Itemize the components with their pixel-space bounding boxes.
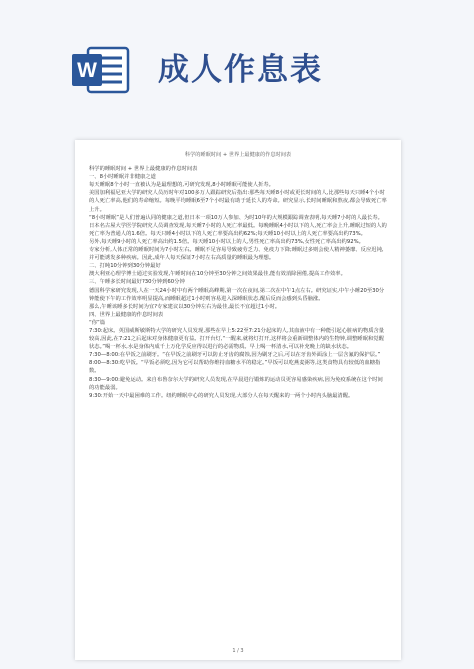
document-paragraph: 美国加利福尼亚大学的研究人员历时年对100多万人跟踪研究后指出:那些每天睡8小时或更长时间的人,比那些每天只睡4个小时的人死亡率高,他们的寿命缩短。每晚平均睡眠6至7个小时最有助于延长人的寿命。研究显示,长时间睡眠和熬夜,都会导致死亡率上升。	[89, 190, 387, 213]
document-paragraph: 专家分析,人体正常的睡眠时间为7小时左右。睡眠不足容易导致疲劳乏力、免疫力下降;睡眠过多则会使人精神萎靡、反应迟钝,并可能诱发多种疾病。因此,成年人每天保证7小时左右高质量的睡眠最为理想。	[89, 247, 384, 262]
document-paragraph: 9:30:开始一天中最困难的工作。纽约睡眠中心的研究人员发现,大部分人在每天醒来的一两个小时内头脑最清醒。	[89, 392, 354, 399]
document-paragraph: 二、打盹10分钟到30分钟最好	[89, 263, 161, 270]
document-paragraph: 7:30:起床。英国威斯敏斯特大学的研究人员发现,那些在早上5:22至7:21分起床的人,其血液中有一种能引起心脏病的物质含量较高,因此,在7:21之后起床对身体健康更有益。打开台灯,“一醒来,就将灯打开,这样将会重新调整体内的生物钟,调整睡眠和觉醒状态。”喝一杯水,水是身体内成千上万化学反应得以进行的必需物质。早上喝一杯清水,可以补充晚上的缺水状态。	[89, 327, 385, 351]
page-number: 1 / 3	[232, 648, 244, 654]
document-paragraph: “你”篇	[89, 319, 106, 326]
document-paragraph: 澳大利亚心理学博士通过实验发现,午睡时间在10分钟至30分钟之间效果最佳,能有效消除困倦,提高工作效率。	[89, 271, 346, 278]
document-paragraph: “8小时睡眠”是人们普遍认同的健康之道,但日本一项10万人参加、为时10年的大规模跟踪调查表明,每天睡7小时的人最长寿。日本名古屋大学医学院研究人员调查发现,每天睡7小时的人死亡率最低。每晚睡眠4小时以下的人,死亡率会上升,睡眠过短的人的死亡率为普通人的1.6倍。每天只睡4小时以下的人死亡率要高出约62%;每天睡10小时以上的人死亡率要高出约73%。	[89, 214, 387, 237]
svg-text:W: W	[77, 59, 97, 82]
document-paragraph: 8:30—9:00:避免运动。来自布鲁奈尔大学的研究人员发现,在早晨进行锻炼的运动员更容易感染疾病,因为免疫系统在这个时间的功能最弱。	[89, 376, 383, 391]
page-title: 成人作息表	[158, 52, 323, 88]
document-paragraph: 一、8小时睡眠并非健康之道	[89, 174, 156, 181]
document-paragraph: 那么,午睡该睡多长时间为宜?专家建议以30分钟左右为最佳,最长不宜超过1小时。	[89, 303, 281, 310]
document-paragraph: 7:30—8:00:在早饭之前刷牙。“在早饭之前刷牙可以防止牙齿的腐蚀,因为刷牙之后,可以在牙齿外面涂上一层含氟的保护层。”	[89, 352, 381, 359]
running-head: 科学的睡眠时间 + 世界上最健康的作息时间表	[184, 152, 292, 158]
document-page	[75, 140, 401, 660]
document-paragraph: 8:00—8:30:吃早饭。“早饭必须吃,因为它可以帮助你维持血糖水平的稳定。”早饭可以吃燕麦粥等,这类食物具有较低的血糖指数。	[89, 360, 381, 375]
document-paragraph: 每天睡眠8个小时一直被认为是最理想的,可研究发现,8小时睡眠可能使人折寿。	[89, 182, 274, 189]
document-body	[89, 165, 387, 400]
document-paragraph: 科学的睡眠时间 + 世界上最健康的作息时间表	[89, 166, 198, 173]
document-paragraph: 德国科学家研究发现,人在一天24小时中有两个睡眠高峰期,第一次在夜间,第二次在中午1点左右。研究证实,中午小睡20至30分钟能使下午的工作效率明显提高,而睡眠超过1小时则容易进入深睡眠状态,醒后反而会感到头昏脑涨。	[89, 287, 385, 302]
document-paragraph: 四、世界上最健康的作息时间表	[89, 311, 164, 318]
document-paragraph: 另外,每天睡9小时的人死亡率高出约1.5倍。每天睡10小时以上的人,男性死亡率高出约73%,女性死亡率高出约92%。	[89, 238, 364, 245]
document-paragraph: 三、午睡多长时间最好?30分钟到60分钟	[89, 279, 185, 286]
word-icon	[70, 44, 132, 96]
preview-header	[0, 0, 474, 130]
